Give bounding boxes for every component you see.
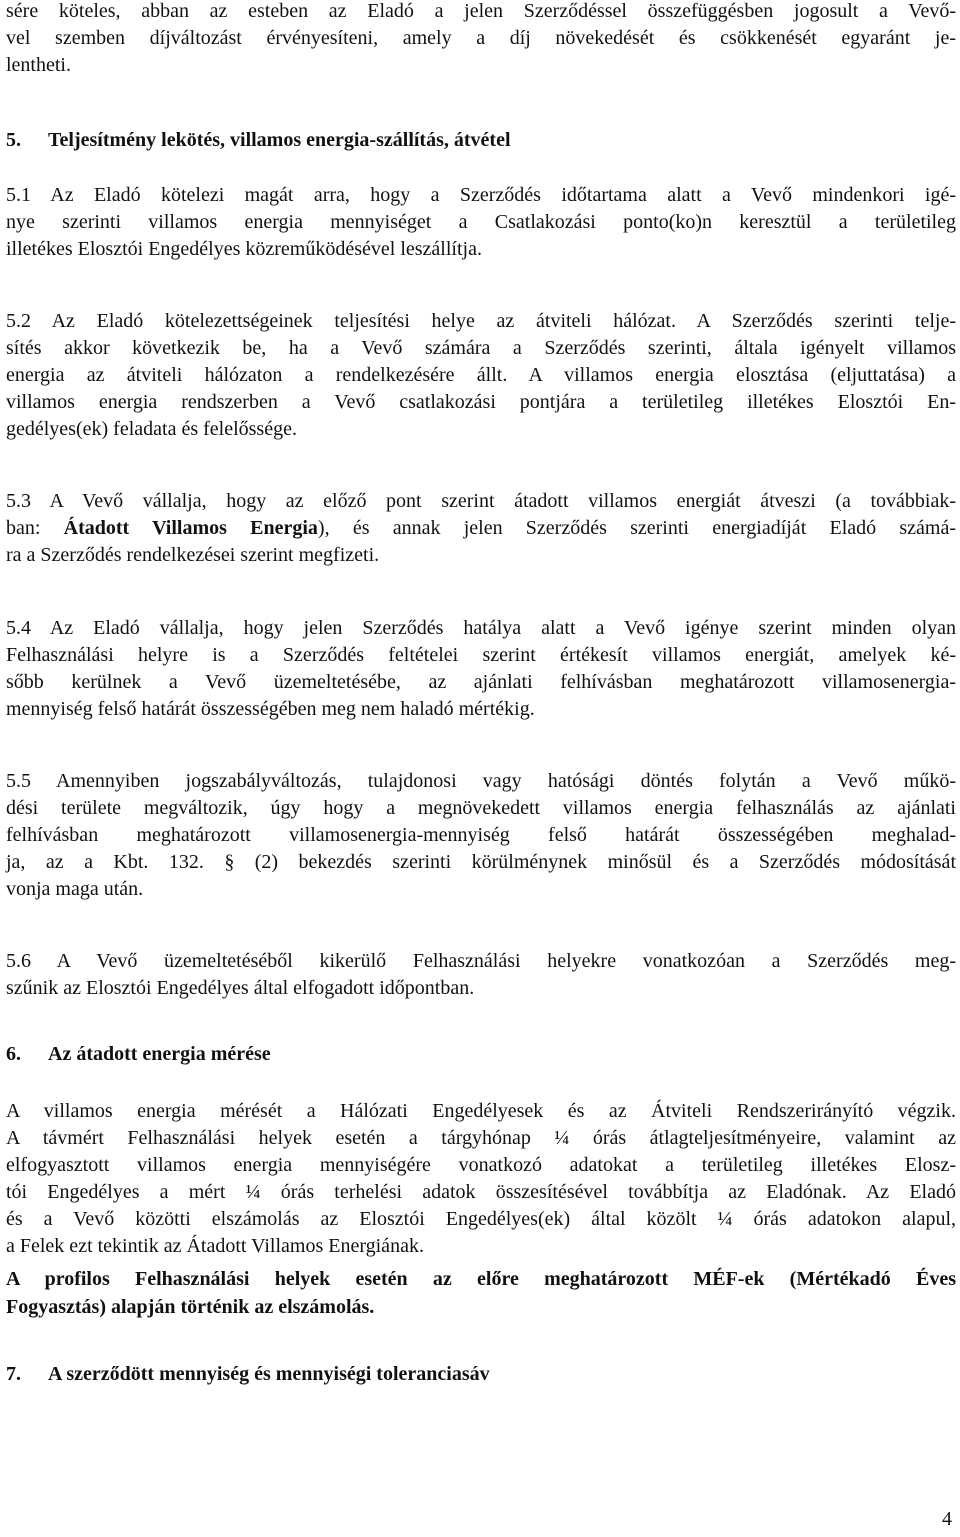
s6-line-5: és a Vevő közötti elszámolás az Elosztói Engedélyes(ek) által közölt ¼ órás adatokon alapul,: [6, 1208, 956, 1230]
section-7-heading: [6, 1361, 490, 1388]
p5-5-line-1: 5.5 Amennyiben jogszabályváltozás, tulajdonosi vagy hatósági döntés folytán a Vevő műkö-: [6, 770, 956, 792]
p5-3-line-2-pre: ban:: [6, 517, 64, 539]
intro-line-2: vel szemben díjváltozást érvényesíteni, amely a díj növekedését és csökkenését egyaránt je-: [6, 27, 956, 49]
section-5-number: 5.: [6, 129, 21, 151]
p5-3-line-2-post: ), és annak jelen Szerződés szerinti energiadíját Eladó számá-: [317, 517, 956, 539]
s6-bold-line-2: Fogyasztás) alapján történik az elszámolás.: [6, 1296, 375, 1318]
p5-3-line-1: 5.3 A Vevő vállalja, hogy az előző pont szerint átadott villamos energiát átveszi (a továbbiak-: [6, 490, 956, 512]
s6-line-1: A villamos energia mérését a Hálózati Engedélyesek és az Átviteli Rendszerirányító végzik.: [6, 1100, 956, 1122]
p5-1-line-2: nye szerinti villamos energia mennyiséget a Csatlakozási ponto(ko)n keresztül a területileg: [6, 211, 956, 233]
p5-4-line-1: 5.4 Az Eladó vállalja, hogy jelen Szerződés hatálya alatt a Vevő igénye szerint minden olyan: [6, 617, 956, 639]
s6-line-3: elfogyasztott villamos energia mennyiségére vonatkozó adatokat a területileg illetékes Elosz-: [6, 1154, 956, 1176]
p5-2-line-4: villamos energia rendszerben a Vevő csatlakozási pontjára a területileg illetékes Elosztói En-: [6, 391, 956, 413]
p5-3-line-2: [6, 515, 956, 542]
section-5-title: Teljesítmény lekötés, villamos energia-szállítás, átvétel: [48, 129, 511, 151]
s6-line-6: a Felek ezt tekintik az Átadott Villamos Energiának.: [6, 1235, 424, 1257]
section-7-title: A szerződött mennyiség és mennyiségi toleranciasáv: [48, 1363, 490, 1385]
defined-term-atadott-villamos-energia: Átadott Villamos Energia: [63, 517, 318, 539]
p5-2-line-3: energia az átviteli hálózaton a rendelkezésére állt. A villamos energia elosztása (eljuttatása) a: [6, 364, 956, 386]
section-6-number: 6.: [6, 1043, 21, 1065]
p5-5-line-2: dési területe megváltozik, úgy hogy a megnövekedett villamos energia felhasználás az ajánlati: [6, 797, 956, 819]
s6-bold-line-1: A profilos Felhasználási helyek esetén az előre meghatározott MÉF-ek (Mértékadó Éves: [6, 1268, 956, 1290]
intro-line-1: sére köteles, abban az esteben az Eladó a jelen Szerződéssel összefüggésben jogosult a Vevő-: [6, 0, 956, 22]
p5-4-line-4: mennyiség felső határát összességében meg nem haladó mértékig.: [6, 698, 535, 720]
section-5-heading: [6, 127, 511, 154]
p5-2-line-2: sítés akkor következik be, ha a Vevő számára a Szerződés szerinti, általa igényelt villamos: [6, 337, 956, 359]
p5-5-line-4: ja, az a Kbt. 132. § (2) bekezdés szerinti körülménynek minősül és a Szerződés módosítását: [6, 851, 956, 873]
p5-6-line-2: szűnik az Elosztói Engedélyes által elfogadott időpontban.: [6, 977, 475, 999]
page-number: 4: [942, 1508, 952, 1530]
section-7-number: 7.: [6, 1363, 21, 1385]
p5-5-line-3: felhívásban meghatározott villamosenergia-mennyiség felső határát összességében meghalad-: [6, 824, 956, 846]
intro-line-3: lentheti.: [6, 54, 71, 76]
p5-5-line-5: vonja maga után.: [6, 878, 144, 900]
section-6-title: Az átadott energia mérése: [48, 1043, 271, 1065]
s6-line-2: A távmért Felhasználási helyek esetén a tárgyhónap ¼ órás átlagteljesítményeire, valamint az: [6, 1127, 956, 1149]
p5-3-line-3: ra a Szerződés rendelkezései szerint megfizeti.: [6, 544, 380, 566]
p5-2-line-1: 5.2 Az Eladó kötelezettségeinek teljesítési helye az átviteli hálózat. A Szerződés szerinti telje-: [6, 310, 956, 332]
p5-1-line-3: illetékes Elosztói Engedélyes közreműködésével leszállítja.: [6, 238, 482, 260]
p5-1-line-1: 5.1 Az Eladó kötelezi magát arra, hogy a Szerződés időtartama alatt a Vevő mindenkori igé-: [6, 184, 956, 206]
p5-2-line-5: gedélyes(ek) feladata és felelőssége.: [6, 418, 297, 440]
p5-4-line-3: sőbb kerülnek a Vevő üzemeltetésébe, az ajánlati felhívásban meghatározott villamosenergia-: [6, 671, 956, 693]
p5-4-line-2: Felhasználási helyre is a Szerződés feltételei szerint értékesít villamos energiát, amelyek ké-: [6, 644, 956, 666]
s6-line-4: tói Engedélyes a mért ¼ órás terhelési adatok összesítésével továbbítja az Eladónak. Az Eladó: [6, 1181, 956, 1203]
p5-6-line-1: 5.6 A Vevő üzemeltetéséből kikerülő Felhasználási helyekre vonatkozóan a Szerződés meg-: [6, 950, 956, 972]
section-6-heading: [6, 1041, 271, 1068]
